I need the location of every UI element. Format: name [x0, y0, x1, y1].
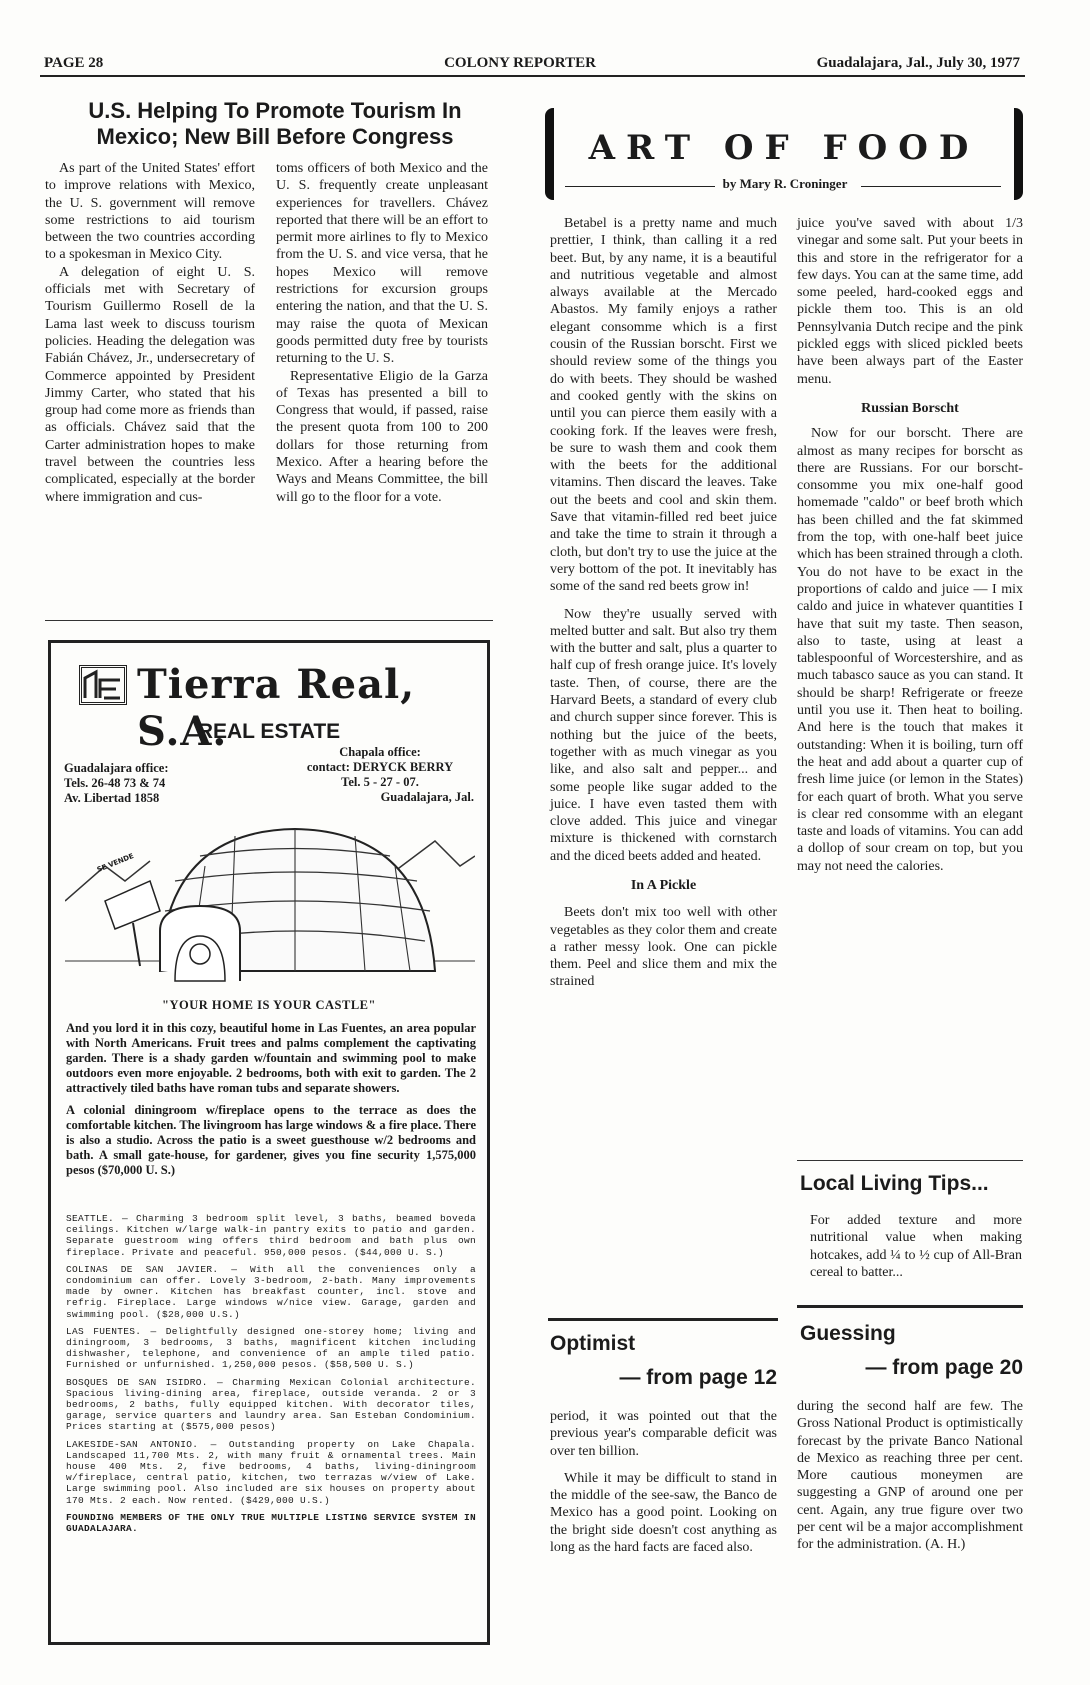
ad-tagline: REAL ESTATE [197, 720, 341, 743]
optimist-rule [548, 1318, 778, 1321]
section-rule [45, 620, 493, 621]
listing-item: LAKESIDE-SAN ANTONIO. — Outstanding property on Lake Chapala. Landscaped 11,700 Mts. 2, with many fruit & ornamental trees. Main house 400 Mts. 2, five bedrooms, 4 baths, living-diningroom w/fireplace, central patio, kitchen, two terrazas w/view of Lake. Large swimming pool. Also included are six houses on property about 170 Mts. 2 each. Now rented. ($429,000 U.S.) [66, 1438, 476, 1506]
tips-title: Local Living Tips... [800, 1172, 989, 1195]
optimist-title: Optimist [550, 1332, 636, 1355]
gdl-office-label: Guadalajara office: [64, 761, 169, 775]
gdl-office-address: Av. Libertad 1858 [64, 791, 160, 805]
dateline: Guadalajara, Jal., July 30, 1977 [816, 55, 1020, 71]
listings [66, 1213, 476, 1540]
ad-paragraph: And you lord it in this cozy, beautiful home in Las Fuentes, an area popular with North Americans. Fruit trees and palms complement the captivating garden. There is a shady garden w/fountain and swimming pool to make outdoors even more enjoyable. 2 bedrooms, both with exit to garden. The 2 attractively tiled baths have roman tubs and separate showers. [66, 1021, 476, 1095]
tips-rule [797, 1160, 1023, 1161]
tourism-headline: U.S. Helping To Promote Tourism In Mexico; New Bill Before Congress [88, 98, 462, 149]
tourism-paragraph: toms officers of both Mexico and the U. S. frequently create unpleasant experiences for travellers. Chávez reported that there will be an effort to permit more airlines to fly to Mexico from the U. S. and vice versa, that he hopes Mexico will remove restrictions for excursion groups entering the nation, and that the U. S. may raise the quota of Mexican goods permitted duty free by tourists returning to the U. S. [276, 161, 488, 367]
guessing-jump: — from page 20 [865, 1356, 1023, 1379]
ad-feature-copy [66, 1021, 476, 1185]
tourism-column-1 [45, 160, 255, 506]
paper-name: COLONY REPORTER [444, 55, 596, 71]
real-estate-ad [48, 640, 490, 1645]
chapala-office [286, 745, 474, 805]
food-paragraph: juice you've saved with about 1/3 vinegar and some salt. Put your beets in this and store in the refrigerator for a few days. You can at the same time, add some peeled, hard-cooked eggs and pickle them too. This is an old Pennsylvania Dutch recipe and the pink pickled eggs with sliced pickled beets have been always part of the Easter menu. [797, 216, 1023, 387]
food-column-2 [797, 215, 1023, 875]
page-number: PAGE 28 [44, 55, 104, 71]
listing-item: BOSQUES DE SAN ISIDRO. — Charming Mexican Colonial architecture. Spacious living-dining area, fireplace, outside veranda. 2 or 3 bedrooms, 2 baths, fully equipped kitchen. With decorator tiles, garage, service quarters and laundry area. San Esteban Condominium. Prices starting at ($575,000 pesos) [66, 1376, 476, 1433]
food-paragraph: Beets don't mix too well with other vegetables as they color them and create a rather messy look. One can pickle them. Peel and slice them and mix the strained [550, 905, 777, 990]
chapala-office-tel: Tel. 5 - 27 - 07. [341, 775, 419, 789]
food-paragraph: Now they're usually served with melted butter and salt. But also try them with the butter and salt, plus a quarter to half cup of fresh orange juice. It's lovely taste. Then, of course, there are the Harvard Beets, a standard of every club and church supper since forever. This is nothing but the juice of the beets, together with as much vinegar as you like, and also salt and pepper... and some people like sugar added to the juice. I have even tasted them with clove added. This juice and vinegar mixture is thickened with cornstarch and the diced beets added and heated. [550, 606, 777, 864]
chapala-office-contact: contact: DERYCK BERRY [306, 760, 454, 774]
tourism-paragraph: Representative Eligio de la Garza of Texas has presented a bill to Congress that would, if passed, raise the present quota from 100 to 200 dollars for those returning from Mexico. After a hearing before the Ways and Means Committee, the bill will go to the floor for a vote. [276, 368, 488, 505]
ad-paragraph: A colonial diningroom w/fireplace opens to the terrace as does the comfortable kitchen. The livingroom has large windows & a fire place. There is also a studio. Across the patio is a sweet guesthouse w/2 bedrooms and bath. A small gate-house, for gardener, gives you fine security 1,575,000 pesos ($70,000 U. S.) [66, 1103, 476, 1177]
food-paragraph: Betabel is a pretty name and much prettier, I think, than calling it a red beet. But, by any name, it is a beautiful and nutritious vegetable and almost always available at the Mercado Abastos. My family enjoys a rather elegant consomme which is a first cousin of the Russian borscht. First we should review some of the things you do with beets. They should be washed and cooked gently with the skins on until you can pierce them easily with a cooking fork. If the leaves were fresh, be sure to wash them and cook them with the beets for the additional vitamins. Then discard the leaves. Take out the beets and cool and skin them. Save that vitamin-filled red beet juice and take the time to strain it through a cloth, but don't try to use the juice at the very bottom of the pot. It inevitably has some of the sand red beets grow in! [550, 216, 777, 595]
ad-headline: "YOUR HOME IS YOUR CASTLE" [162, 998, 376, 1012]
optimist-paragraph: period, it was pointed out that the previous year's comparable deficit was over ten billion. [550, 1409, 777, 1459]
listing-item: LAS FUENTES. — Delightfully designed one-storey home; living and diningroom, 3 bedrooms, 3 baths, magnificent kitchen including dishwasher, telephone, and convenience of an ample tiled patio. Furnished or unfurnished. 1,250,000 pesos. ($58,500 U. S.) [66, 1325, 476, 1371]
food-title: ART OF FOOD [588, 128, 980, 168]
tourism-column-2 [276, 160, 488, 506]
food-paragraph: Now for our borscht. There are almost as many recipes for borscht as there are Russians. For our borscht-consomme you mix one-half good homemade "caldo" or beef broth which has been chilled and the fat skimmed from the top, with one-half beet juice which has been strained through a cloth. You do not have to be exact in the proportions of caldo and juice — I mix caldo and juice in whatever quantities I have that suit my taste. Then season, also to taste, using at least a tablespoonful of Worcestershire, and as much tabasco sauce as you can stand. It should be sharp! Refrigerate or freeze until you use it. Then heat to boiling. And here is the touch that makes it outstanding: When it is boiling, turn off the heat and add about a quarter cup of fresh lime juice (or lemon in the States) for each quart of broth. What you serve is clear red consomme with an elegant taste and loads of vitamins. You can add a dollop of sour cream on top, but you may not need the calories. [797, 426, 1023, 874]
chapala-office-label: Chapala office: [339, 745, 421, 759]
for-sale-sign: SE VENDE [95, 852, 136, 874]
header-rule [40, 75, 1025, 77]
gdl-office [64, 761, 169, 806]
listing-item: COLINAS DE SAN JAVIER. — With all the conveniences only a condominium can offer. Lovely 3-bedroom, 2-bath. Many improvements made by owner. Kitchen has breakfast counter, incl. stove and refrig. Fireplace. Large windows w/nice view. Garage, garden and swimming pool. ($28,000 U.S.) [66, 1263, 476, 1320]
optimist-jump: — from page 12 [619, 1366, 777, 1389]
chapala-office-city: Guadalajara, Jal. [380, 790, 474, 804]
tourism-paragraph: A delegation of eight U. S. officials met with Secretary of Tourism Guillermo Rosell de la Lama last week to discuss tourism policies. Heading the delegation was Fabián Chávez, Jr., undersecretary of Commerce appointed by President Jimmy Carter, who stated that his group had come more as friends than as officials. Chávez said that the Carter administration hopes to make travel between the countries less complicated, especially at the border where immigration and cus- [45, 264, 255, 505]
tourism-paragraph: As part of the United States' effort to improve relations with Mexico, the U. S. government will remove some restrictions to aid tourism between the two countries according to a spokesman in Mexico City. [45, 161, 255, 263]
guessing-body: during the second half are few. The Gross National Product is optimistically forecast by the private Banco National de Mexico as reaching three per cent. More cautious moneymen are suggesting a GNP of around one per cent. Again, any true figure over two per cent wil be a major accomplishment for the administration. (A. H.) [797, 1399, 1023, 1553]
listing-item: SEATTLE. — Charming 3 bedroom split level, 3 baths, beamed boveda ceilings. Kitchen w/large walk-in pantry exits to patio and garden. Separate guestroom wing offers third bedroom and bath plus own fireplace. Private and peaceful. 950,000 pesos. ($44,000 U. S.) [66, 1213, 476, 1258]
igloo-illustration [65, 811, 475, 1001]
company-name: Tierra Real, S.A. [137, 661, 416, 755]
optimist-paragraph: While it may be difficult to stand in the middle of the see-saw, the Banco de Mexico has a good point. Looking on the bright side doesn't cost anything as long as the hard facts are faced also. [550, 1470, 777, 1556]
borscht-subhead: Russian Borscht [861, 400, 959, 416]
company-logo-icon [79, 665, 127, 705]
food-column-1 [550, 215, 777, 991]
food-banner [545, 108, 1023, 200]
ad-footer: FOUNDING MEMBERS OF THE ONLY TRUE MULTIPLE LISTING SERVICE SYSTEM IN GUADALAJARA. [66, 1511, 476, 1535]
gdl-office-tels: Tels. 26-48 73 & 74 [64, 776, 166, 790]
food-byline: by Mary R. Croninger [722, 176, 848, 191]
byline-rule [565, 186, 715, 187]
guessing-title: Guessing [800, 1322, 896, 1345]
guessing-rule [797, 1305, 1023, 1308]
pickle-subhead: In A Pickle [630, 877, 697, 893]
optimist-body [550, 1408, 777, 1556]
byline-rule [861, 186, 1001, 187]
tips-text: For added texture and more nutritional value when making hotcakes, add ¼ to ½ cup of All-Bran cereal to batter... [810, 1213, 1022, 1280]
